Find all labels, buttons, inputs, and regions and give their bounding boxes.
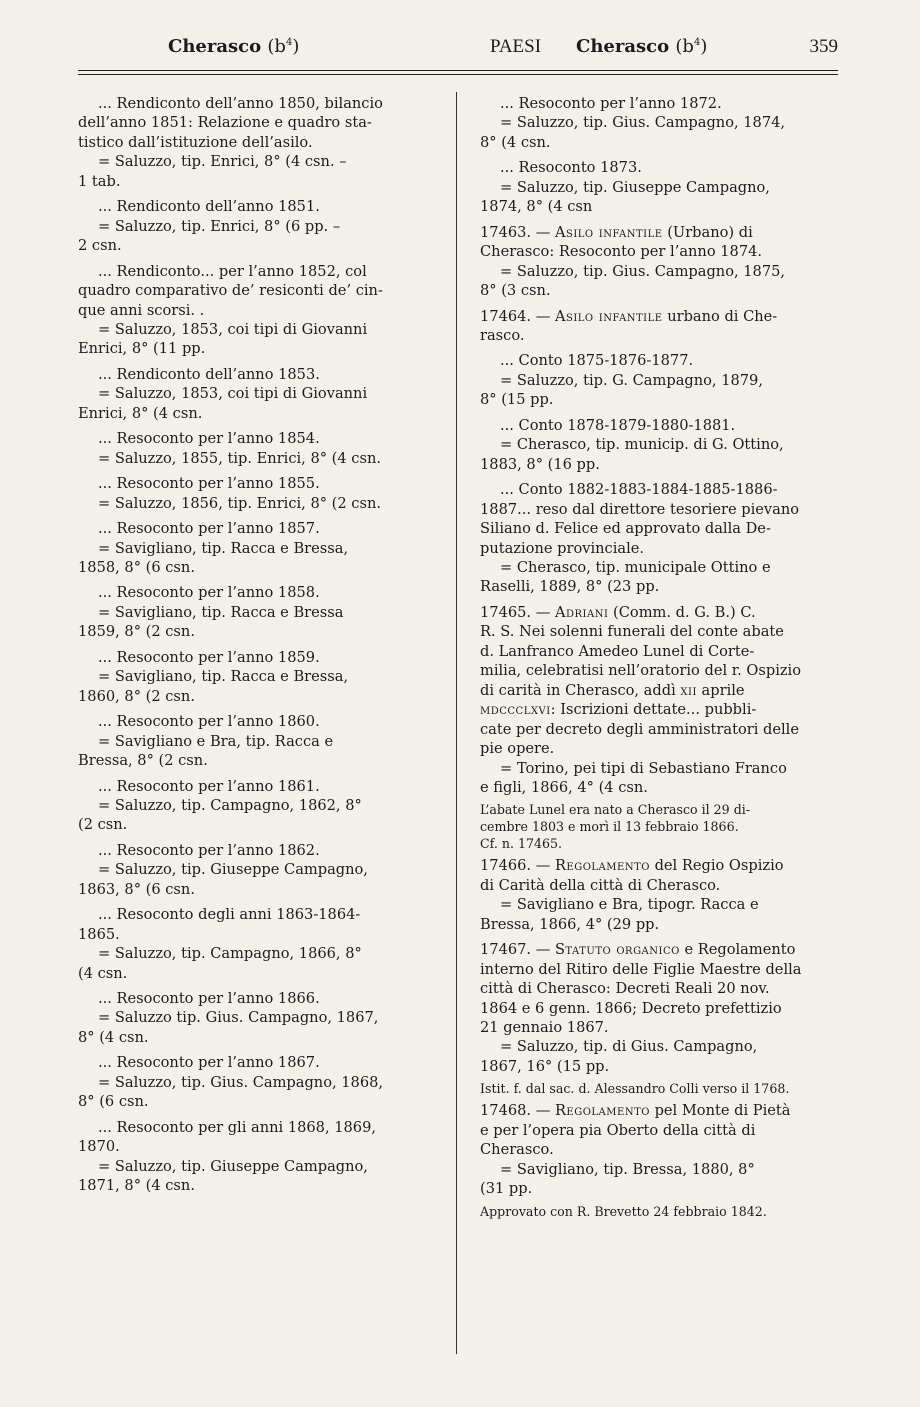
header-rule-bottom xyxy=(78,74,838,75)
entry-l19 xyxy=(78,712,444,731)
text-line: rasco. xyxy=(480,326,525,344)
entry-l28 xyxy=(78,1008,444,1047)
text-line: = Cherasco, tip. municip. di G. Ottino, xyxy=(500,436,784,454)
text-line: ... Resoconto 1873. xyxy=(500,159,642,177)
text-line: = Saluzzo, tip. Gius. Campagno, 1874, xyxy=(500,114,786,132)
text-line: di carità in Cherasco, addì xii aprile xyxy=(480,681,745,699)
text-line: ... Resoconto per l’anno 1872. xyxy=(500,95,722,112)
footnote xyxy=(480,801,840,852)
text-line: = Saluzzo, 1855, tip. Enrici, 8° (4 csn. xyxy=(98,449,381,467)
text-line: ... Rendiconto dell’anno 1850, bilancio xyxy=(98,95,383,112)
text-line: 1863, 8° (6 csn. xyxy=(78,880,195,898)
running-header xyxy=(78,36,838,66)
text-line: = Savigliano, tip. Bressa, 1880, 8° xyxy=(500,1160,755,1178)
text-line: 1865. xyxy=(78,925,120,943)
text-line: ... Resoconto per l’anno 1862. xyxy=(98,841,320,859)
text-line: Bressa, 8° (2 csn. xyxy=(78,752,208,770)
note-line: Istit. f. dal sac. d. Alessandro Colli verso il 1768. xyxy=(480,1081,790,1097)
text-line: mdccclxvi: Iscrizioni dettate... pubbli- xyxy=(480,701,757,719)
header-right-title: Cherasco $(b^4)$ xyxy=(576,36,708,57)
text-line: = Saluzzo, tip. Campagno, 1862, 8° xyxy=(98,796,362,814)
text-line: 21 gennaio 1867. xyxy=(480,1019,609,1037)
text-line: = Saluzzo, tip. Giuseppe Campagno, xyxy=(98,861,368,879)
text-line: ... Resoconto per l’anno 1861. xyxy=(98,777,320,795)
text-line: ... Rendiconto... per l’anno 1852, col xyxy=(98,262,367,280)
page-number: 359 xyxy=(809,36,838,57)
text-line: ... Resoconto per l’anno 1859. xyxy=(98,648,320,666)
text-line: 1874, 8° (4 csn xyxy=(480,198,593,216)
entry-l3 xyxy=(78,197,444,216)
entry-l11 xyxy=(78,474,444,493)
text-line: Enrici, 8° (11 pp. xyxy=(78,340,206,358)
footnote xyxy=(480,1203,840,1220)
text-line: = Savigliano, tip. Racca e Bressa, xyxy=(98,668,349,686)
entry-l24 xyxy=(78,860,444,899)
text-line: 2 csn. xyxy=(78,237,122,255)
text-line: = Saluzzo, tip. Gius. Campagno, 1868, xyxy=(98,1073,384,1091)
text-line: 8° (4 csn. xyxy=(78,1028,149,1046)
text-line: ... Conto 1875-1876-1877. xyxy=(500,352,694,370)
note-line: cembre 1803 e morì il 13 febbraio 1866. xyxy=(480,819,739,835)
note-line: L’abate Lunel era nato a Cherasco il 29 di- xyxy=(480,802,751,818)
entry-l9 xyxy=(78,429,444,448)
text-line: Cherasco. xyxy=(480,1141,554,1159)
text-line: 8° (4 csn. xyxy=(480,133,551,151)
entry-l5 xyxy=(78,262,444,320)
entry-l15 xyxy=(78,583,444,602)
text-line: ... Resoconto per l’anno 1854. xyxy=(98,430,320,448)
entry-resoconto-1872 xyxy=(480,94,840,152)
text-line: ... Resoconto per l’anno 1867. xyxy=(98,1054,320,1072)
text-line: e per l’opera pia Oberto della città di xyxy=(480,1121,756,1139)
entry-17466 xyxy=(480,856,840,934)
entry-heading: 17466. — Regolamento del Regio Ospizio xyxy=(480,857,784,875)
text-line: ... Rendiconto dell’anno 1853. xyxy=(98,365,320,383)
text-line: ... Conto 1882-1883-1884-1885-1886- xyxy=(500,481,778,499)
text-line: ... Conto 1878-1879-1880-1881. xyxy=(500,416,736,434)
entry-17464 xyxy=(480,307,840,346)
entry-l8 xyxy=(78,384,444,423)
text-line: = Saluzzo, tip. Giuseppe Campagno, xyxy=(500,178,770,196)
entry-l17 xyxy=(78,648,444,667)
entry-l10 xyxy=(78,449,444,468)
text-line: (2 csn. xyxy=(78,816,128,834)
text-line: R. S. Nei solenni funerali del conte abate xyxy=(480,623,784,641)
text-line: = Saluzzo tip. Gius. Campagno, 1867, xyxy=(98,1009,379,1027)
entry-l27 xyxy=(78,989,444,1008)
entry-l31 xyxy=(78,1118,444,1157)
entry-l14 xyxy=(78,539,444,578)
text-line: cate per decreto degli amministratori delle xyxy=(480,720,799,738)
text-line: di Carità della città di Cherasco. xyxy=(480,876,721,894)
entry-heading: 17463. — Asilo infantile (Urbano) di xyxy=(480,223,753,241)
text-line: = Saluzzo, tip. Enrici, 8° (6 pp. – xyxy=(98,217,341,235)
text-line: ... Resoconto per l’anno 1858. xyxy=(98,584,320,602)
text-line: 1859, 8° (2 csn. xyxy=(78,623,195,641)
text-line: 8° (3 csn. xyxy=(480,282,551,300)
entry-conto-1875 xyxy=(480,351,840,409)
text-line: d. Lanfranco Amedeo Lunel di Corte- xyxy=(480,642,755,660)
text-line: = Savigliano e Bra, tipogr. Racca e xyxy=(500,896,759,914)
text-line: 8° (15 pp. xyxy=(480,391,554,409)
text-line: 1864 e 6 genn. 1866; Decreto prefettizio xyxy=(480,999,782,1017)
entry-l23 xyxy=(78,841,444,860)
text-line: = Saluzzo, 1856, tip. Enrici, 8° (2 csn. xyxy=(98,494,381,512)
text-line: 1860, 8° (2 csn. xyxy=(78,687,195,705)
text-line: 1 tab. xyxy=(78,172,121,190)
text-line: ... Resoconto per l’anno 1857. xyxy=(98,520,320,538)
text-line: ... Resoconto per l’anno 1855. xyxy=(98,475,320,493)
entry-l6 xyxy=(78,320,444,359)
entry-17465 xyxy=(480,603,840,853)
text-line: Raselli, 1889, 8° (23 pp. xyxy=(480,578,660,596)
text-line: = Saluzzo, tip. Giuseppe Campagno, xyxy=(98,1157,368,1175)
text-line: = Savigliano, tip. Racca e Bressa, xyxy=(98,539,349,557)
entry-l7 xyxy=(78,365,444,384)
text-line: putazione provinciale. xyxy=(480,539,645,557)
text-line: (4 csn. xyxy=(78,964,128,982)
text-line: = Saluzzo, tip. Campagno, 1866, 8° xyxy=(98,945,362,963)
text-line: tistico dall’istituzione dell’asilo. xyxy=(78,133,313,151)
header-left-title: Cherasco $(b^4)$ xyxy=(168,36,300,57)
entry-l4 xyxy=(78,217,444,256)
text-line: Enrici, 8° (4 csn. xyxy=(78,404,203,422)
entry-l18 xyxy=(78,667,444,706)
entry-heading: 17464. — Asilo infantile urbano di Che- xyxy=(480,307,778,325)
text-line: 1858, 8° (6 csn. xyxy=(78,558,195,576)
entry-l32 xyxy=(78,1157,444,1196)
text-line: = Savigliano, tip. Racca e Bressa xyxy=(98,603,344,621)
entry-l20 xyxy=(78,732,444,771)
entry-17463 xyxy=(480,223,840,301)
entry-l12 xyxy=(78,494,444,513)
text-line: Cherasco: Resoconto per l’anno 1874. xyxy=(480,243,763,261)
entry-conto-1882 xyxy=(480,480,840,597)
text-line: ... Rendiconto dell’anno 1851. xyxy=(98,198,320,216)
entry-l1 xyxy=(78,94,444,152)
text-line: 1887... reso dal direttore tesoriere pievano xyxy=(480,500,800,518)
note-line: Cf. n. 17465. xyxy=(480,836,563,852)
text-line: ... Resoconto per l’anno 1866. xyxy=(98,990,320,1008)
text-line: ... Resoconto per gli anni 1868, 1869, xyxy=(98,1118,377,1136)
entry-l21 xyxy=(78,777,444,796)
text-line: = Saluzzo, tip. Gius. Campagno, 1875, xyxy=(500,262,786,280)
text-line: 1867, 16° (15 pp. xyxy=(480,1057,610,1075)
entry-l30 xyxy=(78,1073,444,1112)
text-line: que anni scorsi. . xyxy=(78,301,205,319)
footnote xyxy=(480,1080,840,1097)
text-line: e figli, 1866, 4° (4 csn. xyxy=(480,778,648,796)
entry-heading: 17468. — Regolamento pel Monte di Pietà xyxy=(480,1102,791,1120)
entry-17467 xyxy=(480,940,840,1097)
text-line: 1870. xyxy=(78,1138,120,1156)
text-line: ... Resoconto degli anni 1863-1864- xyxy=(98,906,361,924)
text-line: milia, celebratisi nell’oratorio del r. Ospizio xyxy=(480,662,802,680)
text-line: = Cherasco, tip. municipale Ottino e xyxy=(500,558,771,576)
entry-l26 xyxy=(78,944,444,983)
entry-17468 xyxy=(480,1101,840,1219)
column-divider xyxy=(456,92,457,1354)
text-line: = Saluzzo, tip. Enrici, 8° (4 csn. – xyxy=(98,153,347,171)
text-line: (31 pp. xyxy=(480,1180,533,1198)
text-line: = Saluzzo, tip. di Gius. Campagno, xyxy=(500,1038,758,1056)
text-line: = Saluzzo, 1853, coi tipi di Giovanni xyxy=(98,385,368,403)
entry-resoconto-1873 xyxy=(480,158,840,216)
text-line: Siliano d. Felice ed approvato dalla De- xyxy=(480,520,771,538)
entry-l13 xyxy=(78,519,444,538)
text-line: = Savigliano e Bra, tip. Racca e xyxy=(98,732,334,750)
text-line: = Saluzzo, 1853, coi tipi di Giovanni xyxy=(98,320,368,338)
text-line: 1883, 8° (16 pp. xyxy=(480,455,600,473)
note-line: Approvato con R. Brevetto 24 febbraio 1842. xyxy=(480,1203,767,1219)
text-line: dell’anno 1851: Relazione e quadro sta- xyxy=(78,114,372,132)
text-line: pie opere. xyxy=(480,740,555,758)
text-line: Bressa, 1866, 4° (29 pp. xyxy=(480,915,660,933)
left-column xyxy=(78,94,444,1202)
entry-conto-1878 xyxy=(480,416,840,474)
entry-l22 xyxy=(78,796,444,835)
header-section-name: PAESI xyxy=(490,36,542,57)
entry-l16 xyxy=(78,603,444,642)
entry-l2 xyxy=(78,152,444,191)
entry-l25 xyxy=(78,905,444,944)
right-column xyxy=(480,94,840,1224)
text-line: 1871, 8° (4 csn. xyxy=(78,1177,195,1195)
text-line: = Saluzzo, tip. G. Campagno, 1879, xyxy=(500,371,763,389)
entry-l29 xyxy=(78,1053,444,1072)
text-line: città di Cherasco: Decreti Reali 20 nov. xyxy=(480,980,770,998)
entry-heading: 17465. — Adriani (Comm. d. G. B.) C. xyxy=(480,603,756,621)
entry-heading: 17467. — Statuto organico e Regolamento xyxy=(480,941,796,959)
text-line: interno del Ritiro delle Figlie Maestre della xyxy=(480,960,802,978)
text-line: = Torino, pei tipi di Sebastiano Franco xyxy=(500,759,787,777)
text-line: ... Resoconto per l’anno 1860. xyxy=(98,713,320,731)
text-line: quadro comparativo de’ resiconti de’ cin- xyxy=(78,282,383,300)
header-rule-top xyxy=(78,70,838,71)
text-line: 8° (6 csn. xyxy=(78,1093,149,1111)
